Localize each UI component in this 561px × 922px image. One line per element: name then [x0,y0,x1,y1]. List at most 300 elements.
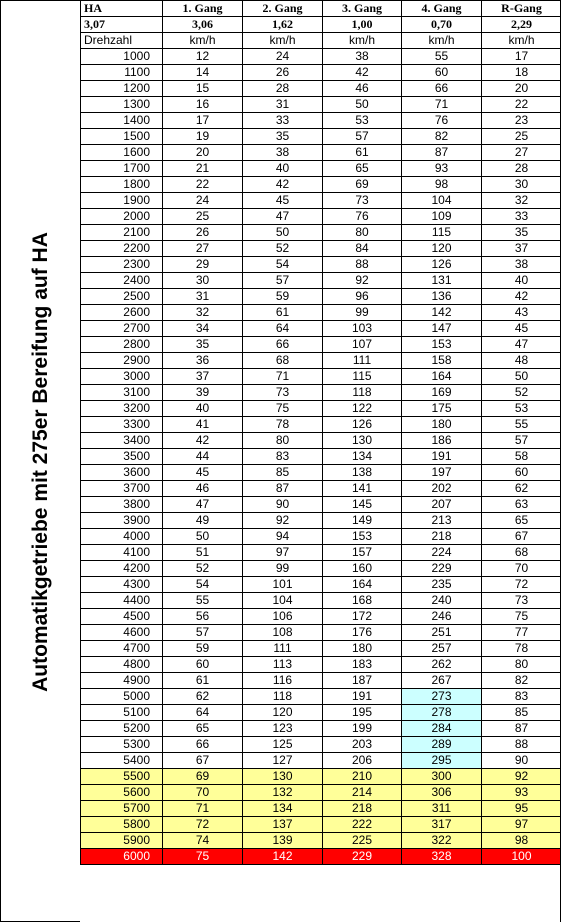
speed-cell[interactable]: 191 [402,449,482,465]
speed-cell[interactable]: 88 [482,737,561,753]
header-cell[interactable]: 3. Gang [323,1,402,17]
speed-cell[interactable]: 42 [482,289,561,305]
speed-cell[interactable]: 85 [243,465,323,481]
speed-cell[interactable]: 74 [163,833,243,849]
header-cell[interactable]: km/h [163,33,243,49]
speed-cell[interactable]: 317 [402,817,482,833]
speed-cell[interactable]: 62 [482,481,561,497]
speed-cell[interactable]: 50 [163,529,243,545]
speed-cell[interactable]: 108 [243,625,323,641]
speed-cell[interactable]: 229 [323,849,402,865]
speed-cell[interactable]: 55 [482,417,561,433]
speed-cell[interactable]: 90 [482,753,561,769]
speed-cell[interactable]: 267 [402,673,482,689]
speed-cell[interactable]: 35 [163,337,243,353]
speed-cell[interactable]: 22 [482,97,561,113]
speed-cell[interactable]: 115 [323,369,402,385]
speed-cell[interactable]: 225 [323,833,402,849]
speed-cell[interactable]: 138 [323,465,402,481]
speed-cell[interactable]: 197 [402,465,482,481]
speed-cell[interactable]: 111 [323,353,402,369]
speed-cell[interactable]: 50 [482,369,561,385]
rpm-cell[interactable]: 5100 [81,705,163,721]
speed-cell[interactable]: 157 [323,545,402,561]
speed-cell[interactable]: 64 [243,321,323,337]
rpm-cell[interactable]: 5800 [81,817,163,833]
speed-cell[interactable]: 32 [482,193,561,209]
speed-cell[interactable]: 109 [402,209,482,225]
speed-cell[interactable]: 17 [163,113,243,129]
speed-cell[interactable]: 203 [323,737,402,753]
header-cell[interactable]: 2. Gang [243,1,323,17]
rpm-cell[interactable]: 1300 [81,97,163,113]
speed-cell[interactable]: 118 [243,689,323,705]
speed-cell[interactable]: 98 [402,177,482,193]
rpm-cell[interactable]: 1500 [81,129,163,145]
speed-cell[interactable]: 257 [402,641,482,657]
rpm-cell[interactable]: 2000 [81,209,163,225]
speed-cell[interactable]: 306 [402,785,482,801]
speed-cell[interactable]: 97 [243,545,323,561]
speed-cell[interactable]: 92 [323,273,402,289]
speed-cell[interactable]: 28 [243,81,323,97]
speed-cell[interactable]: 229 [402,561,482,577]
speed-cell[interactable]: 78 [482,641,561,657]
rpm-cell[interactable]: 3400 [81,433,163,449]
rpm-cell[interactable]: 2400 [81,273,163,289]
speed-cell[interactable]: 115 [402,225,482,241]
speed-cell[interactable]: 32 [163,305,243,321]
speed-cell[interactable]: 42 [243,177,323,193]
speed-cell[interactable]: 187 [323,673,402,689]
speed-cell[interactable]: 47 [163,497,243,513]
rpm-cell[interactable]: 2900 [81,353,163,369]
speed-cell[interactable]: 25 [163,209,243,225]
speed-cell[interactable]: 183 [323,657,402,673]
speed-cell[interactable]: 46 [323,81,402,97]
header-cell[interactable]: HA [81,1,163,17]
speed-cell[interactable]: 262 [402,657,482,673]
speed-cell[interactable]: 251 [402,625,482,641]
speed-cell[interactable]: 214 [323,785,402,801]
speed-cell[interactable]: 147 [402,321,482,337]
speed-cell[interactable]: 33 [482,209,561,225]
speed-cell[interactable]: 97 [482,817,561,833]
speed-cell[interactable]: 61 [163,673,243,689]
speed-cell[interactable]: 47 [243,209,323,225]
rpm-cell[interactable]: 3700 [81,481,163,497]
speed-cell[interactable]: 149 [323,513,402,529]
header-cell[interactable]: 2,29 [482,17,561,33]
speed-cell[interactable]: 328 [402,849,482,865]
speed-cell[interactable]: 58 [482,449,561,465]
speed-cell[interactable]: 180 [402,417,482,433]
speed-cell[interactable]: 139 [243,833,323,849]
rpm-cell[interactable]: 6000 [81,849,163,865]
speed-cell[interactable]: 27 [163,241,243,257]
speed-cell[interactable]: 56 [163,609,243,625]
speed-cell[interactable]: 202 [402,481,482,497]
rpm-cell[interactable]: 4500 [81,609,163,625]
header-cell[interactable]: Drehzahl [81,33,163,49]
rpm-cell[interactable]: 4000 [81,529,163,545]
speed-cell[interactable]: 111 [243,641,323,657]
speed-cell[interactable]: 87 [402,145,482,161]
speed-cell[interactable]: 36 [163,353,243,369]
header-cell[interactable]: km/h [243,33,323,49]
speed-cell[interactable]: 73 [482,593,561,609]
speed-cell[interactable]: 106 [243,609,323,625]
speed-cell[interactable]: 71 [402,97,482,113]
speed-cell[interactable]: 127 [243,753,323,769]
rpm-cell[interactable]: 4600 [81,625,163,641]
speed-cell[interactable]: 65 [163,721,243,737]
speed-cell[interactable]: 289 [402,737,482,753]
speed-cell[interactable]: 176 [323,625,402,641]
speed-cell[interactable]: 104 [402,193,482,209]
rpm-cell[interactable]: 5700 [81,801,163,817]
speed-cell[interactable]: 18 [482,65,561,81]
speed-cell[interactable]: 71 [163,801,243,817]
speed-cell[interactable]: 33 [243,113,323,129]
speed-cell[interactable]: 93 [402,161,482,177]
speed-cell[interactable]: 66 [402,81,482,97]
speed-cell[interactable]: 160 [323,561,402,577]
speed-cell[interactable]: 153 [402,337,482,353]
speed-cell[interactable]: 99 [323,305,402,321]
speed-cell[interactable]: 75 [243,401,323,417]
speed-cell[interactable]: 41 [163,417,243,433]
speed-cell[interactable]: 35 [243,129,323,145]
speed-cell[interactable]: 45 [482,321,561,337]
speed-cell[interactable]: 92 [243,513,323,529]
speed-cell[interactable]: 273 [402,689,482,705]
speed-cell[interactable]: 67 [163,753,243,769]
rpm-cell[interactable]: 5900 [81,833,163,849]
speed-cell[interactable]: 83 [482,689,561,705]
speed-cell[interactable]: 195 [323,705,402,721]
speed-cell[interactable]: 72 [163,817,243,833]
rpm-cell[interactable]: 2100 [81,225,163,241]
rpm-cell[interactable]: 5500 [81,769,163,785]
speed-cell[interactable]: 30 [163,273,243,289]
speed-cell[interactable]: 153 [323,529,402,545]
speed-cell[interactable]: 172 [323,609,402,625]
speed-cell[interactable]: 31 [163,289,243,305]
rpm-cell[interactable]: 2200 [81,241,163,257]
speed-cell[interactable]: 175 [402,401,482,417]
rpm-cell[interactable]: 3900 [81,513,163,529]
speed-cell[interactable]: 24 [163,193,243,209]
speed-cell[interactable]: 60 [482,465,561,481]
speed-cell[interactable]: 126 [402,257,482,273]
rpm-cell[interactable]: 2700 [81,321,163,337]
speed-cell[interactable]: 23 [482,113,561,129]
speed-cell[interactable]: 158 [402,353,482,369]
speed-cell[interactable]: 27 [482,145,561,161]
speed-cell[interactable]: 125 [243,737,323,753]
speed-cell[interactable]: 113 [243,657,323,673]
speed-cell[interactable]: 100 [482,849,561,865]
speed-cell[interactable]: 57 [482,433,561,449]
speed-cell[interactable]: 75 [482,609,561,625]
speed-cell[interactable]: 53 [323,113,402,129]
speed-cell[interactable]: 141 [323,481,402,497]
speed-cell[interactable]: 19 [163,129,243,145]
rpm-cell[interactable]: 4300 [81,577,163,593]
speed-cell[interactable]: 20 [163,145,243,161]
speed-cell[interactable]: 164 [323,577,402,593]
speed-cell[interactable]: 22 [163,177,243,193]
rpm-cell[interactable]: 1700 [81,161,163,177]
rpm-cell[interactable]: 5000 [81,689,163,705]
speed-cell[interactable]: 59 [163,641,243,657]
speed-cell[interactable]: 87 [243,481,323,497]
rpm-cell[interactable]: 4400 [81,593,163,609]
speed-cell[interactable]: 52 [243,241,323,257]
speed-cell[interactable]: 57 [163,625,243,641]
speed-cell[interactable]: 54 [243,257,323,273]
speed-cell[interactable]: 48 [482,353,561,369]
speed-cell[interactable]: 69 [163,769,243,785]
speed-cell[interactable]: 51 [163,545,243,561]
speed-cell[interactable]: 35 [482,225,561,241]
speed-cell[interactable]: 16 [163,97,243,113]
speed-cell[interactable]: 39 [163,385,243,401]
speed-cell[interactable]: 107 [323,337,402,353]
speed-cell[interactable]: 116 [243,673,323,689]
rpm-cell[interactable]: 3100 [81,385,163,401]
speed-cell[interactable]: 83 [243,449,323,465]
speed-cell[interactable]: 29 [163,257,243,273]
header-cell[interactable]: 1,62 [243,17,323,33]
speed-cell[interactable]: 47 [482,337,561,353]
speed-cell[interactable]: 65 [323,161,402,177]
speed-cell[interactable]: 145 [323,497,402,513]
speed-cell[interactable]: 85 [482,705,561,721]
speed-cell[interactable]: 72 [482,577,561,593]
speed-cell[interactable]: 218 [323,801,402,817]
speed-cell[interactable]: 43 [482,305,561,321]
rpm-cell[interactable]: 1900 [81,193,163,209]
speed-cell[interactable]: 80 [482,657,561,673]
speed-cell[interactable]: 94 [243,529,323,545]
speed-cell[interactable]: 246 [402,609,482,625]
speed-cell[interactable]: 57 [243,273,323,289]
speed-cell[interactable]: 45 [243,193,323,209]
speed-cell[interactable]: 46 [163,481,243,497]
speed-cell[interactable]: 98 [482,833,561,849]
rpm-cell[interactable]: 2800 [81,337,163,353]
speed-cell[interactable]: 96 [323,289,402,305]
speed-cell[interactable]: 142 [402,305,482,321]
speed-cell[interactable]: 284 [402,721,482,737]
speed-cell[interactable]: 17 [482,49,561,65]
speed-cell[interactable]: 57 [323,129,402,145]
header-cell[interactable]: 4. Gang [402,1,482,17]
speed-cell[interactable]: 118 [323,385,402,401]
speed-cell[interactable]: 63 [482,497,561,513]
speed-cell[interactable]: 75 [163,849,243,865]
speed-cell[interactable]: 191 [323,689,402,705]
speed-cell[interactable]: 73 [243,385,323,401]
speed-cell[interactable]: 66 [243,337,323,353]
speed-cell[interactable]: 84 [323,241,402,257]
speed-cell[interactable]: 70 [482,561,561,577]
header-cell[interactable]: 3,06 [163,17,243,33]
speed-cell[interactable]: 130 [323,433,402,449]
speed-cell[interactable]: 65 [482,513,561,529]
speed-cell[interactable]: 14 [163,65,243,81]
speed-cell[interactable]: 61 [243,305,323,321]
speed-cell[interactable]: 92 [482,769,561,785]
speed-cell[interactable]: 52 [482,385,561,401]
rpm-cell[interactable]: 4200 [81,561,163,577]
speed-cell[interactable]: 164 [402,369,482,385]
speed-cell[interactable]: 199 [323,721,402,737]
speed-cell[interactable]: 136 [402,289,482,305]
speed-cell[interactable]: 295 [402,753,482,769]
speed-cell[interactable]: 300 [402,769,482,785]
speed-cell[interactable]: 186 [402,433,482,449]
speed-cell[interactable]: 34 [163,321,243,337]
speed-cell[interactable]: 61 [323,145,402,161]
speed-cell[interactable]: 37 [163,369,243,385]
speed-cell[interactable]: 62 [163,689,243,705]
speed-cell[interactable]: 55 [402,49,482,65]
speed-cell[interactable]: 30 [482,177,561,193]
rpm-cell[interactable]: 1100 [81,65,163,81]
speed-cell[interactable]: 137 [243,817,323,833]
speed-cell[interactable]: 50 [243,225,323,241]
speed-cell[interactable]: 142 [243,849,323,865]
speed-cell[interactable]: 64 [163,705,243,721]
rpm-cell[interactable]: 5300 [81,737,163,753]
speed-cell[interactable]: 55 [163,593,243,609]
speed-cell[interactable]: 90 [243,497,323,513]
header-cell[interactable]: km/h [482,33,561,49]
speed-cell[interactable]: 278 [402,705,482,721]
speed-cell[interactable]: 224 [402,545,482,561]
speed-cell[interactable]: 322 [402,833,482,849]
speed-cell[interactable]: 168 [323,593,402,609]
speed-cell[interactable]: 78 [243,417,323,433]
speed-cell[interactable]: 42 [163,433,243,449]
rpm-cell[interactable]: 3300 [81,417,163,433]
speed-cell[interactable]: 73 [323,193,402,209]
speed-cell[interactable]: 26 [243,65,323,81]
speed-cell[interactable]: 213 [402,513,482,529]
rpm-cell[interactable]: 5400 [81,753,163,769]
rpm-cell[interactable]: 1400 [81,113,163,129]
speed-cell[interactable]: 68 [243,353,323,369]
speed-cell[interactable]: 59 [243,289,323,305]
rpm-cell[interactable]: 4700 [81,641,163,657]
speed-cell[interactable]: 169 [402,385,482,401]
speed-cell[interactable]: 40 [243,161,323,177]
speed-cell[interactable]: 21 [163,161,243,177]
rpm-cell[interactable]: 2500 [81,289,163,305]
side-title-cell[interactable] [0,0,80,922]
rpm-cell[interactable]: 1600 [81,145,163,161]
speed-cell[interactable]: 131 [402,273,482,289]
speed-cell[interactable]: 134 [323,449,402,465]
speed-cell[interactable]: 93 [482,785,561,801]
speed-cell[interactable]: 60 [163,657,243,673]
speed-cell[interactable]: 60 [402,65,482,81]
speed-cell[interactable]: 68 [482,545,561,561]
speed-cell[interactable]: 132 [243,785,323,801]
rpm-cell[interactable]: 2300 [81,257,163,273]
rpm-cell[interactable]: 1200 [81,81,163,97]
speed-cell[interactable]: 99 [243,561,323,577]
rpm-cell[interactable]: 5600 [81,785,163,801]
rpm-cell[interactable]: 3200 [81,401,163,417]
speed-cell[interactable]: 52 [163,561,243,577]
speed-cell[interactable]: 15 [163,81,243,97]
speed-cell[interactable]: 82 [482,673,561,689]
speed-cell[interactable]: 207 [402,497,482,513]
speed-cell[interactable]: 206 [323,753,402,769]
speed-cell[interactable]: 95 [482,801,561,817]
speed-cell[interactable]: 120 [402,241,482,257]
speed-cell[interactable]: 66 [163,737,243,753]
header-cell[interactable]: km/h [323,33,402,49]
speed-cell[interactable]: 222 [323,817,402,833]
speed-cell[interactable]: 25 [482,129,561,145]
rpm-cell[interactable]: 3600 [81,465,163,481]
rpm-cell[interactable]: 1800 [81,177,163,193]
speed-cell[interactable]: 28 [482,161,561,177]
speed-cell[interactable]: 38 [482,257,561,273]
speed-cell[interactable]: 311 [402,801,482,817]
rpm-cell[interactable]: 3800 [81,497,163,513]
rpm-cell[interactable]: 4800 [81,657,163,673]
speed-cell[interactable]: 31 [243,97,323,113]
speed-cell[interactable]: 54 [163,577,243,593]
speed-cell[interactable]: 67 [482,529,561,545]
speed-cell[interactable]: 104 [243,593,323,609]
speed-cell[interactable]: 44 [163,449,243,465]
speed-cell[interactable]: 88 [323,257,402,273]
speed-cell[interactable]: 49 [163,513,243,529]
speed-cell[interactable]: 37 [482,241,561,257]
speed-cell[interactable]: 40 [163,401,243,417]
speed-cell[interactable]: 180 [323,641,402,657]
rpm-cell[interactable]: 5200 [81,721,163,737]
speed-cell[interactable]: 103 [323,321,402,337]
speed-cell[interactable]: 76 [402,113,482,129]
speed-cell[interactable]: 76 [323,209,402,225]
speed-cell[interactable]: 80 [323,225,402,241]
rpm-cell[interactable]: 3000 [81,369,163,385]
speed-cell[interactable]: 53 [482,401,561,417]
speed-cell[interactable]: 240 [402,593,482,609]
speed-cell[interactable]: 134 [243,801,323,817]
speed-cell[interactable]: 80 [243,433,323,449]
speed-cell[interactable]: 26 [163,225,243,241]
rpm-cell[interactable]: 2600 [81,305,163,321]
speed-cell[interactable]: 126 [323,417,402,433]
speed-cell[interactable]: 82 [402,129,482,145]
speed-cell[interactable]: 38 [243,145,323,161]
speed-cell[interactable]: 122 [323,401,402,417]
speed-cell[interactable]: 42 [323,65,402,81]
speed-cell[interactable]: 70 [163,785,243,801]
speed-cell[interactable]: 71 [243,369,323,385]
header-cell[interactable]: 0,70 [402,17,482,33]
speed-cell[interactable]: 69 [323,177,402,193]
